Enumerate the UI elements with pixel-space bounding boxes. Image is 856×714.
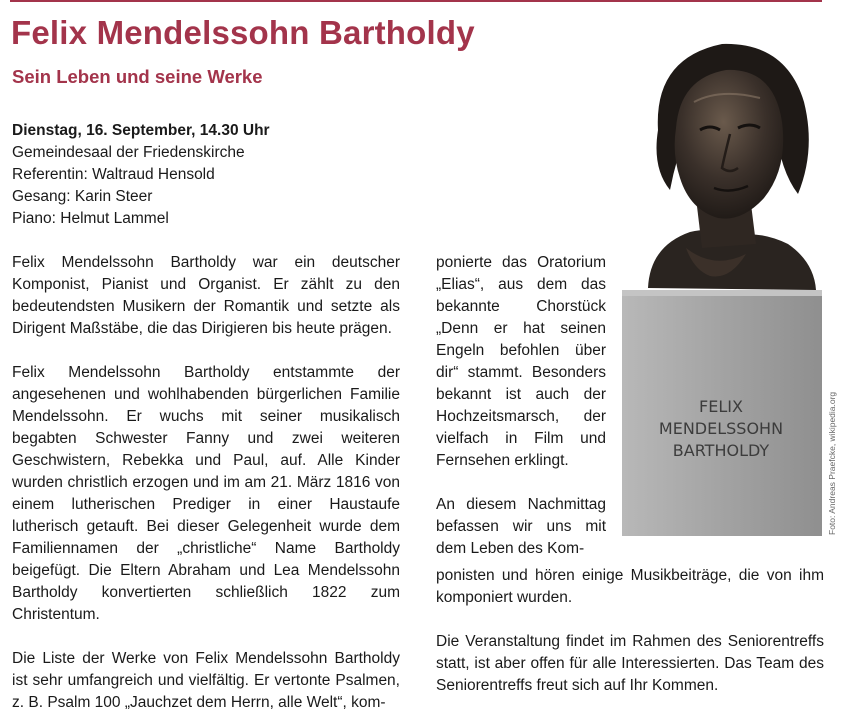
top-rule (10, 0, 822, 2)
paragraph-intro: Felix Mendelssohn Bartholdy war ein deutscher Komponist, Pianist und Organist. Er zählt zu den bedeutendsten Musikern der Romantik und setzte als Dirigent Maßstäbe, die das Dirigieren bis heute prägen. (12, 254, 400, 337)
text-column-left (12, 252, 400, 714)
event-date: Dienstag, 16. September, 14.30 Uhr (12, 122, 270, 139)
event-location: Gemeindesaal der Friedenskirche (12, 144, 245, 161)
paragraph-works-continued: ponierte das Oratorium „Elias“, aus dem das bekannte Chorstück „Denn er hat seinen Engeln befohlen über dir“ stammt. Besonders bekannt ist auch der Hochzeitsmarsch, der vielfach in Film und Fernsehen erklingt. (436, 254, 606, 469)
inscription-line-3: BARTHOLDY (672, 441, 770, 460)
event-singing: Gesang: Karin Steer (12, 188, 153, 205)
text-column-right-upper (436, 252, 606, 560)
inscription-line-1: FELIX (699, 397, 743, 416)
photo-credit: Foto: Andreas Praefcke, wikipedia.org (827, 391, 837, 535)
bust-face (675, 70, 784, 219)
bust-photo (610, 18, 822, 536)
text-column-right-lower (436, 565, 824, 697)
paragraph-afternoon-continued: ponisten und hören einige Musikbeiträge, die von ihm komponiert wurden. (436, 567, 824, 606)
paragraph-event-note: Die Veranstaltung findet im Rahmen des Seniorentreffs statt, ist aber offen für alle Interessierten. Das Team des Seniorentreffs freut sich auf Ihr Kommen. (436, 633, 824, 694)
event-speaker: Referentin: Waltraud Hensold (12, 166, 215, 183)
paragraph-afternoon: An diesem Nachmittag befassen wir uns mit dem Leben des Kom- (436, 496, 606, 557)
event-piano: Piano: Helmut Lammel (12, 210, 169, 227)
page-title: Felix Mendelssohn Bartholdy (11, 14, 475, 51)
event-info (12, 120, 270, 230)
inscription-line-2: MENDELSSOHN (658, 419, 784, 438)
paragraph-family: Felix Mendelssohn Bartholdy entstammte der angesehenen und wohlhabenden bürgerlichen Familie Mendelssohn. Er wuchs mit seiner musikalisch begabten Schwester Fanny und zwei weiteren Geschwistern, Rebekka und Paul, auf. Alle Kinder wurden christlich erzogen und im am 21. März 1816 von einem lutherischen Prediger in einer Haustaufe lutherisch getauft. Bei dieser Gelegenheit wurde dem Familiennamen der „christliche“ Name Bartholdy beigefügt. Die Eltern Abraham und Lea Mendelssohn Bartholdy konvertierten schließlich 1822 zum Christentum. (12, 364, 400, 623)
paragraph-works: Die Liste der Werke von Felix Mendelssohn Bartholdy ist sehr umfangreich und vielfältig. Er vertonte Psalmen, z. B. Psalm 100 „Jauchzet dem Herrn, alle Welt“, kom- (12, 650, 400, 711)
pedestal-top-edge (622, 290, 822, 296)
page-subtitle: Sein Leben und seine Werke (12, 66, 263, 87)
